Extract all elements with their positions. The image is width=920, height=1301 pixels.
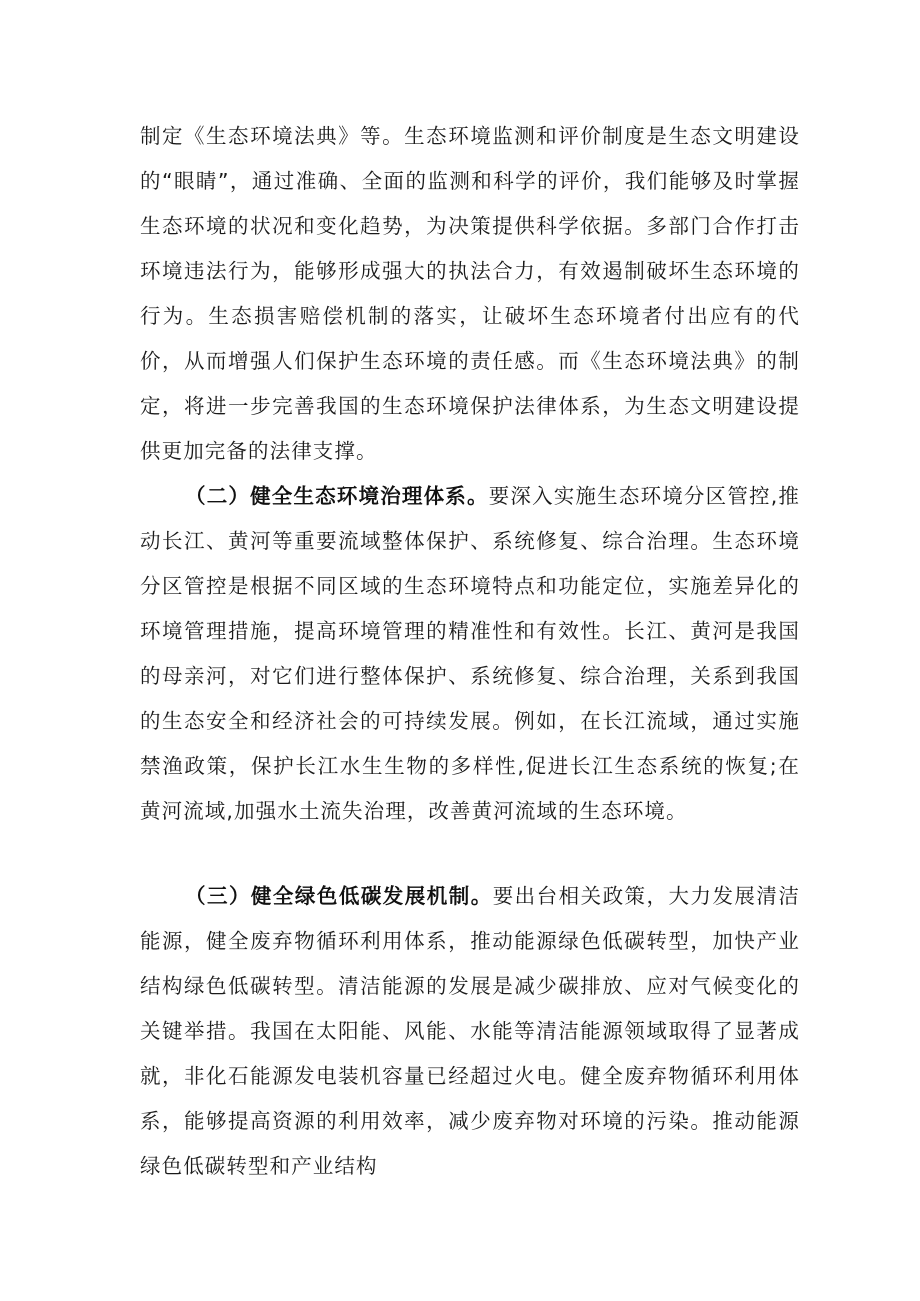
paragraph-body: 制定《生态环境法典》等。生态环境监测和评价制度是生态文明建设的“眼睛”，通过准确、全面的监测和科学的评价，我们能够及时掌握生态环境的状况和变化趋势，为决策提供科学依据。多部门合作打击环境违法行为，能够形成强大的执法合力，有效遏制破坏生态环境的行为。生态损害赔偿机制的落实，让破坏生态环境者付出应有的代价，从而增强人们保护生态环境的责任感。而《生态环境法典》的制定，将进一步完善我国的生态环境保护法律体系，为生态文明建设提供更加完备的法律支撑。 <box>140 124 800 463</box>
section-heading: （三）健全绿色低碳发展机制。 <box>185 884 493 908</box>
paragraph-legal-system <box>140 114 800 474</box>
section-heading: （二）健全生态环境治理体系。 <box>185 484 489 508</box>
paragraph-body: 要出台相关政策，大力发展清洁能源，健全废弃物循环利用体系，推动能源绿色低碳转型，加快产业结构绿色低碳转型。清洁能源的发展是减少碳排放、应对气候变化的关键举措。我国在太阳能、风能、水能等清洁能源领域取得了显著成就，非化石能源发电装机容量已经超过火电。健全废弃物循环利用体系，能够提高资源的利用效率，减少废弃物对环境的污染。推动能源绿色低碳转型和产业结构 <box>140 884 800 1178</box>
paragraph-green-development <box>140 874 800 1189</box>
paragraph-body: 要深入实施生态环境分区管控,推动长江、黄河等重要流域整体保护、系统修复、综合治理。生态环境分区管控是根据不同区域的生态环境特点和功能定位，实施差异化的环境管理措施，提高环境管理的精准性和有效性。长江、黄河是我国的母亲河，对它们进行整体保护、系统修复、综合治理，关系到我国的生态安全和经济社会的可持续发展。例如，在长江流域，通过实施禁渔政策，保护长江水生生物的多样性,促进长江生态系统的恢复;在黄河流域,加强水土流失治理，改善黄河流域的生态环境。 <box>140 484 801 823</box>
paragraph-eco-governance <box>140 474 800 834</box>
